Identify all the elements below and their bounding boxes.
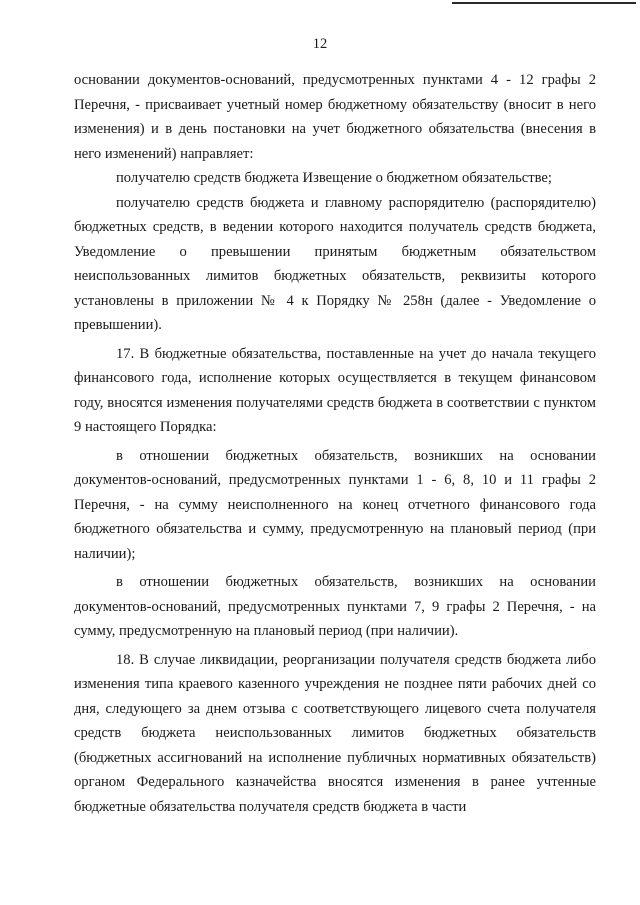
paragraph-excess-notice: получателю средств бюджета и главному распорядителю (распорядителю) бюджетных средств, в ведении которого находится получатель средств бюджета, Уведомление о превышении принятым бюджетным обязательством неиспользованных лимитов бюджетных обязательств, реквизиты которого установлены в приложении № 4 к Порядку № 258н (далее - Уведомление о превышении). — [74, 194, 596, 333]
document-body — [74, 68, 596, 819]
paragraph-clause-17-item-2: в отношении бюджетных обязательств, возникших на основании документов-оснований, предусмотренных пунктами 7, 9 графы 2 Перечня, - на сумму, предусмотренную на плановый период (при наличии). — [74, 574, 596, 639]
paragraph-clause-17: 17. В бюджетные обязательства, поставленные на учет до начала текущего финансового года, исполнение которых осуществляется в текущем финансовом году, вносятся изменения получателями средств бюджета в соответствии с пунктом 9 настоящего Порядка: — [74, 345, 596, 435]
page-number: 12 — [312, 36, 328, 52]
header-rule — [452, 2, 636, 4]
paragraph-notice-recipient: получателю средств бюджета Извещение о бюджетном обязательстве; — [116, 170, 552, 186]
paragraph-clause-18: 18. В случае ликвидации, реорганизации получателя средств бюджета либо изменения типа краевого казенного учреждения не позднее пяти рабочих дней со дня, следующего за днем отзыва с соответствующего лицевого счета получателя средств бюджета неиспользованных лимитов бюджетных обязательств (бюджетных ассигнований на исполнение публичных нормативных обязательств) органом Федерального казначейства вносятся изменения в ранее учтенные бюджетные обязательства получателя средств бюджета в части — [74, 651, 596, 815]
paragraph-continuation: основании документов-оснований, предусмотренных пунктами 4 - 12 графы 2 Перечня, - присваивает учетный номер бюджетному обязательству (вносит в него изменения) и в день постановки на учет бюджетного обязательства (внесения в него изменений) направляет: — [74, 72, 596, 162]
paragraph-clause-17-item-1: в отношении бюджетных обязательств, возникших на основании документов-оснований, предусмотренных пунктами 1 - 6, 8, 10 и 11 графы 2 Перечня, - на сумму неисполненного на конец отчетного финансового года бюджетного обязательства и сумму, предусмотренную на плановый период (при наличии); — [74, 447, 596, 562]
